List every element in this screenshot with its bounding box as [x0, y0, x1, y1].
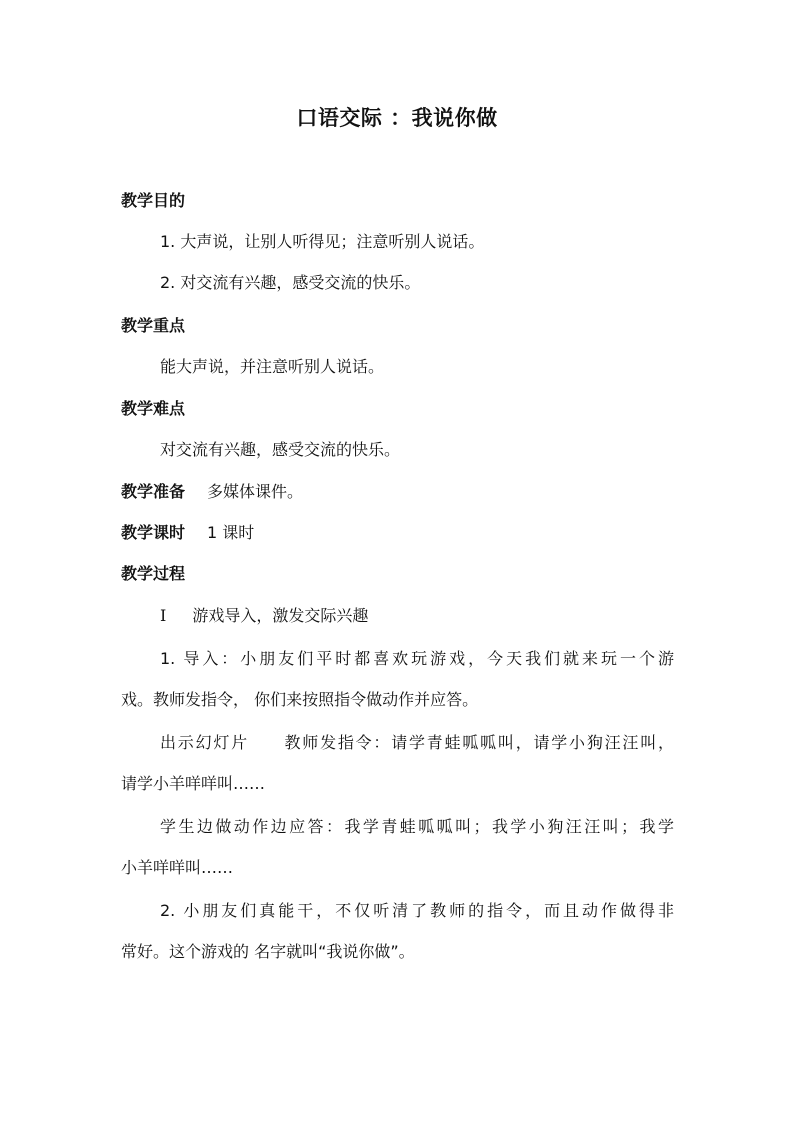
goal-item-1: 1. 大声说，让别人听得见；注意听别人说话。: [160, 232, 485, 251]
key-heading: 教学重点: [121, 316, 186, 335]
paragraph-1-line-1: 1. 导入：小朋友们平时都喜欢玩游戏，今天我们就来玩一个游: [160, 649, 674, 668]
paragraph-2-line-2: 请学小羊咩咩叫……: [121, 774, 266, 793]
paragraph-4-line-2: 常好。这个游戏的 名字就叫“我说你做”。: [121, 942, 415, 961]
prep-heading: 教学准备: [121, 482, 186, 501]
paragraph-2-line-1: 出示幻灯片 教师发指令：请学青蛙呱呱叫，请学小狗汪汪叫，: [160, 733, 674, 752]
goal-item-2: 2. 对交流有兴趣，感受交流的快乐。: [160, 273, 421, 292]
hours-row: [121, 522, 254, 544]
step-marker: Ⅰ: [160, 606, 167, 625]
paragraph-3-line-1: 学生边做动作边应答：我学青蛙呱呱叫；我学小狗汪汪叫；我学: [160, 817, 674, 836]
prep-row: [121, 481, 303, 503]
paragraph-3-line-2: 小羊咩咩叫……: [121, 858, 234, 877]
hours-text: 1 课时: [207, 523, 255, 542]
process-heading: 教学过程: [121, 564, 186, 583]
document-title: 口语交际 ：我说你做: [296, 105, 498, 130]
step-title: 游戏导入，激发交际兴趣: [192, 606, 369, 625]
hours-heading: 教学课时: [121, 523, 186, 542]
goal-heading: 教学目的: [121, 191, 186, 210]
paragraph-4-line-1: 2. 小朋友们真能干，不仅听清了教师的指令，而且动作做得非: [160, 901, 674, 920]
step-row: [160, 605, 368, 627]
difficulty-heading: 教学难点: [121, 399, 186, 418]
paragraph-1-line-2: 戏。教师发指令， 你们来按照指令做动作并应答。: [121, 690, 479, 709]
difficulty-text: 对交流有兴趣，感受交流的快乐。: [160, 440, 401, 459]
prep-text: 多媒体课件。: [207, 482, 304, 501]
key-text: 能大声说，并注意听别人说话。: [160, 357, 385, 376]
